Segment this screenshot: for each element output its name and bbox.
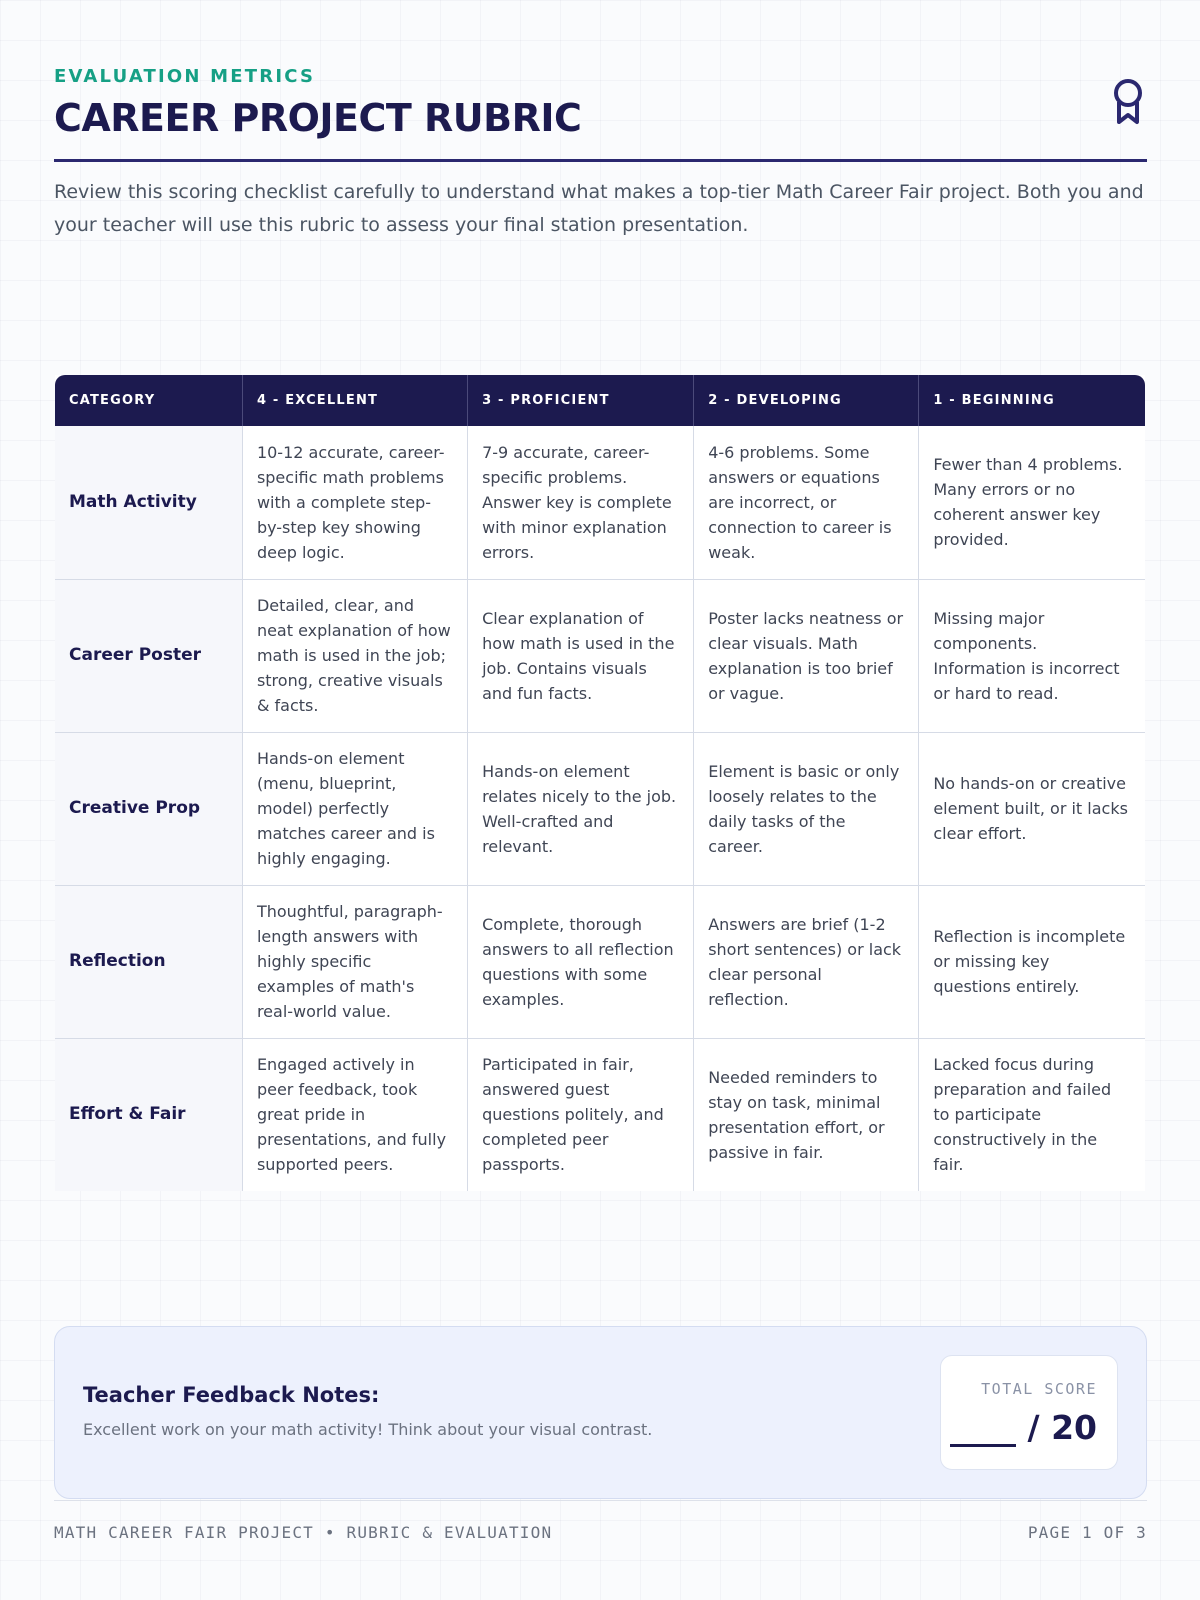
page-title: CAREER PROJECT RUBRIC (54, 96, 582, 140)
table-row (55, 885, 1145, 1038)
teacher-feedback-panel (54, 1326, 1147, 1499)
category-cell: Reflection (55, 885, 242, 1038)
award-ribbon-icon (1109, 76, 1147, 126)
criteria-cell-developing: Answers are brief (1-2 short sentences) or lack clear personal reflection. (694, 885, 919, 1038)
column-header-beginning: 1 - BEGINNING (919, 375, 1145, 426)
rubric-page (54, 0, 1147, 1600)
criteria-cell-excellent: Detailed, clear, and neat explanation of how math is used in the job; strong, creative visuals & facts. (242, 579, 467, 732)
criteria-cell-beginning: Reflection is incomplete or missing key questions entirely. (919, 885, 1145, 1038)
criteria-cell-proficient: Participated in fair, answered guest questions politely, and completed peer passports. (468, 1038, 694, 1191)
eyebrow-label: EVALUATION METRICS (54, 66, 316, 87)
category-cell: Career Poster (55, 579, 242, 732)
criteria-cell-excellent: Hands-on element (menu, blueprint, model) perfectly matches career and is highly engaging. (242, 732, 467, 885)
criteria-cell-excellent: Engaged actively in peer feedback, took great pride in presentations, and fully supported peers. (242, 1038, 467, 1191)
category-cell: Effort & Fair (55, 1038, 242, 1191)
total-score-value: ____ / 20 (950, 1408, 1097, 1447)
criteria-cell-beginning: No hands-on or creative element built, or it lacks clear effort. (919, 732, 1145, 885)
footer-divider (54, 1500, 1147, 1501)
intro-paragraph: Review this scoring checklist carefully to understand what makes a top-tier Math Career Fair project. Both you and your teacher will use this rubric to assess your final station presentation. (54, 181, 1144, 236)
total-score-box (940, 1355, 1118, 1470)
column-header-category: CATEGORY (55, 375, 242, 426)
criteria-cell-beginning: Missing major components. Information is incorrect or hard to read. (919, 579, 1145, 732)
footer-project-label: MATH CAREER FAIR PROJECT • RUBRIC & EVALUATION (54, 1523, 553, 1542)
criteria-cell-beginning: Lacked focus during preparation and failed to participate constructively in the fair. (919, 1038, 1145, 1191)
criteria-cell-proficient: 7-9 accurate, career-specific problems. Answer key is complete with minor explanation errors. (468, 426, 694, 579)
criteria-cell-developing: Poster lacks neatness or clear visuals. Math explanation is too brief or vague. (694, 579, 919, 732)
criteria-cell-proficient: Complete, thorough answers to all reflection questions with some examples. (468, 885, 694, 1038)
criteria-cell-developing: Element is basic or only loosely relates to the daily tasks of the career. (694, 732, 919, 885)
table-row (55, 1038, 1145, 1191)
column-header-excellent: 4 - EXCELLENT (242, 375, 467, 426)
total-score-label: TOTAL SCORE (981, 1380, 1097, 1398)
title-divider (54, 159, 1147, 162)
criteria-cell-developing: 4-6 problems. Some answers or equations are incorrect, or connection to career is weak. (694, 426, 919, 579)
rubric-header-row (55, 375, 1145, 426)
criteria-cell-developing: Needed reminders to stay on task, minimal presentation effort, or passive in fair. (694, 1038, 919, 1191)
table-row (55, 426, 1145, 579)
criteria-cell-beginning: Fewer than 4 problems. Many errors or no coherent answer key provided. (919, 426, 1145, 579)
rubric-table (55, 375, 1145, 1191)
page-number: PAGE 1 OF 3 (1027, 1523, 1147, 1542)
feedback-title: Teacher Feedback Notes: (83, 1383, 380, 1407)
table-row (55, 732, 1145, 885)
category-cell: Math Activity (55, 426, 242, 579)
criteria-cell-proficient: Clear explanation of how math is used in the job. Contains visuals and fun facts. (468, 579, 694, 732)
column-header-proficient: 3 - PROFICIENT (468, 375, 694, 426)
column-header-developing: 2 - DEVELOPING (694, 375, 919, 426)
criteria-cell-excellent: Thoughtful, paragraph-length answers with highly specific examples of math's real-world value. (242, 885, 467, 1038)
table-row (55, 579, 1145, 732)
criteria-cell-excellent: 10-12 accurate, career-specific math problems with a complete step-by-step key showing deep logic. (242, 426, 467, 579)
category-cell: Creative Prop (55, 732, 242, 885)
criteria-cell-proficient: Hands-on element relates nicely to the job. Well-crafted and relevant. (468, 732, 694, 885)
feedback-notes: Excellent work on your math activity! Think about your visual contrast. (83, 1420, 653, 1439)
